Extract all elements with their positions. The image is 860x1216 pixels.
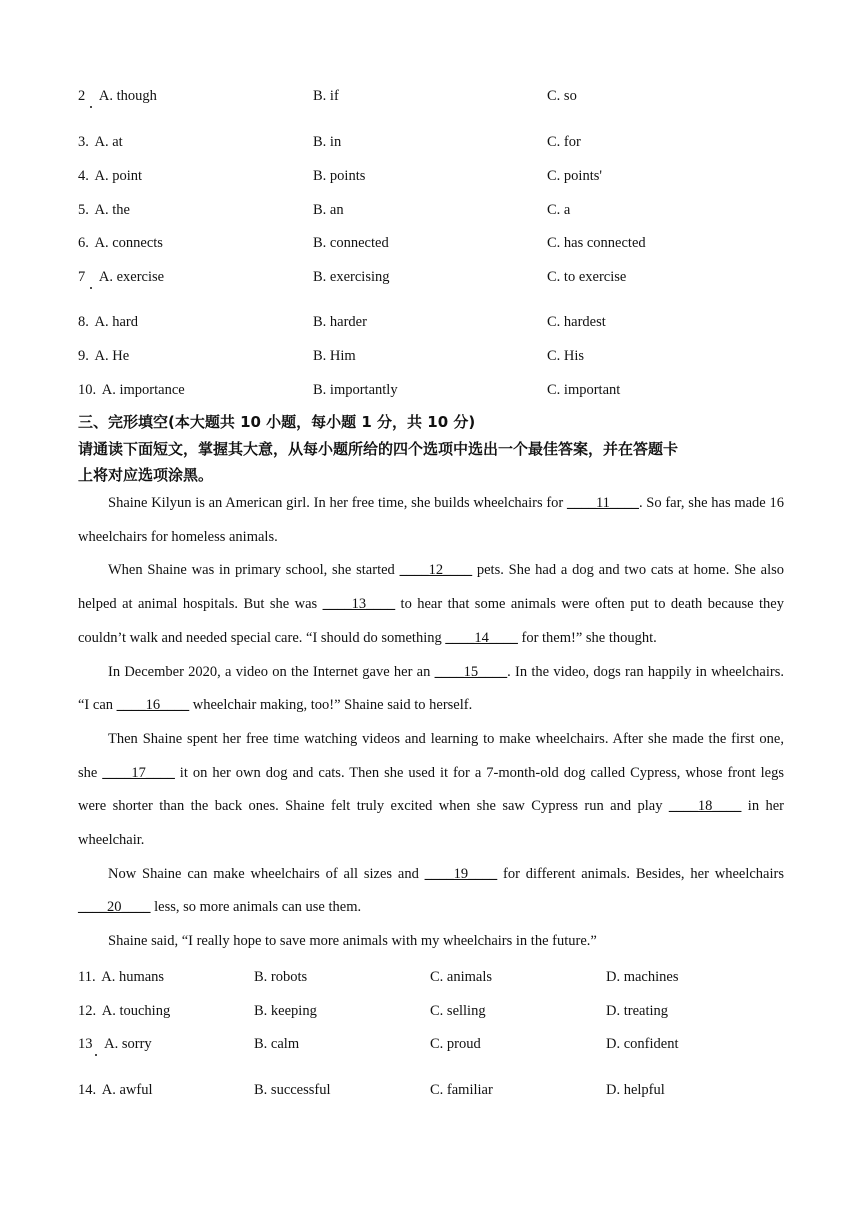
option-b: B. robots — [254, 969, 308, 985]
section-instruction-line2: 上将对应选项涂黑。 — [78, 466, 214, 484]
option-d: D. confident — [606, 1036, 679, 1052]
option-row-3 — [78, 134, 581, 151]
option-a: A. importance — [101, 382, 185, 398]
option-row-2 — [78, 88, 577, 105]
option-c: C. important — [547, 382, 621, 398]
option-b: B. points — [313, 168, 366, 184]
blank-19: ____19____ — [424, 865, 498, 882]
section-title: 三、完形填空(本大题共 10 小题，每小题 1 分，共 10 分) — [78, 413, 476, 431]
option-a: A. humans — [101, 969, 165, 985]
option-a: A. awful — [101, 1082, 153, 1098]
question-row-11 — [78, 969, 679, 986]
blank-17: ____17____ — [102, 764, 175, 781]
option-c: C. selling — [430, 1003, 486, 1019]
option-a: A. point — [94, 168, 143, 184]
option-row-9 — [78, 348, 585, 365]
blank-12: ____12____ — [399, 562, 473, 579]
dot-mark — [90, 287, 92, 289]
option-c: C. proud — [430, 1036, 481, 1052]
option-row-5 — [78, 202, 571, 219]
option-c: C. hardest — [547, 314, 606, 330]
option-a: A. hard — [94, 314, 138, 330]
option-d: D. helpful — [606, 1082, 665, 1098]
passage-paragraph-5: Now Shaine can make wheelchairs of all sizes and ____19____ for different animals. Besides, her wheelchairs ____20____ less, so more animals can use them. — [78, 865, 784, 916]
question-number: 12. — [78, 1003, 97, 1019]
option-row-6 — [78, 235, 646, 252]
question-number: 4. — [78, 168, 89, 184]
question-row-14 — [78, 1082, 665, 1099]
question-row-13 — [78, 1036, 679, 1053]
option-b: B. importantly — [313, 382, 398, 398]
option-b: B. if — [313, 88, 339, 104]
option-b: B. successful — [254, 1082, 331, 1098]
question-number: 7 — [78, 269, 86, 285]
option-row-10 — [78, 382, 621, 399]
section-instruction-line1: 请通读下面短文，掌握其大意，从每小题所给的四个选项中选出一个最佳答案，并在答题卡 — [78, 440, 679, 458]
question-number: 11. — [78, 969, 96, 985]
blank-16: ____16____ — [116, 697, 190, 714]
option-b: B. an — [313, 202, 344, 218]
option-b: B. harder — [313, 314, 367, 330]
blank-18: ____18____ — [668, 798, 742, 815]
question-number: 8. — [78, 314, 89, 330]
option-row-8 — [78, 314, 606, 331]
question-number: 14. — [78, 1082, 97, 1098]
option-c: C. points' — [547, 168, 602, 184]
option-a: A. connects — [94, 235, 163, 251]
option-b: B. calm — [254, 1036, 300, 1052]
option-c: C. has connected — [547, 235, 646, 251]
option-b: B. connected — [313, 235, 389, 251]
option-a: A. at — [94, 134, 123, 150]
option-a: A. He — [94, 348, 130, 364]
option-d: D. treating — [606, 1003, 669, 1019]
dot-mark — [90, 106, 92, 108]
option-row-4 — [78, 168, 602, 185]
blank-11: ____11____ — [566, 495, 639, 511]
question-number: 6. — [78, 235, 89, 251]
question-number: 10. — [78, 382, 97, 398]
passage-paragraph-1: Shaine Kilyun is an American girl. In her free time, she builds wheelchairs for ____11____. So far, she has made 16 wheelchairs for homeless animals. — [78, 495, 784, 545]
option-a: A. touching — [101, 1003, 171, 1019]
option-c: C. to exercise — [547, 269, 627, 285]
option-a: A. the — [94, 202, 130, 218]
option-c: C. His — [547, 348, 585, 364]
question-number: 5. — [78, 202, 89, 218]
blank-13: ____13____ — [322, 596, 396, 613]
question-number: 2 — [78, 88, 86, 104]
cloze-passage — [78, 487, 784, 959]
option-c: C. so — [547, 88, 577, 104]
option-row-7 — [78, 269, 627, 286]
passage-paragraph-4: Then Shaine spent her free time watching videos and learning to make wheelchairs. After she made the first one, she ____17____ it on her own dog and cats. Then she used it for a 7-month-old dog called Cypress, whose front legs were shorter than the back ones. Shaine felt truly excited when she saw Cypress run and play ____18____ in her wheelchair. — [78, 730, 784, 849]
passage-paragraph-2: When Shaine was in primary school, she started ____12____ pets. She had a dog and two cats at home. She also helped at animal hospitals. But she was ____13____ to hear that some animals were often put to death because they couldn’t walk and needed special care. “I should do something ____14____ for them!” she thought. — [78, 562, 785, 646]
option-b: B. in — [313, 134, 342, 150]
blank-14: ____14____ — [445, 629, 518, 646]
question-row-12 — [78, 1003, 669, 1020]
option-b: B. exercising — [313, 269, 390, 285]
question-number: 13 — [78, 1036, 93, 1052]
passage-paragraph-3: In December 2020, a video on the Internet gave her an ____15____. In the video, dogs ran happily in wheelchairs. “I can ____16____ wheelchair making, too!” Shaine said to herself. — [78, 663, 784, 714]
option-a: A. exercise — [98, 269, 165, 285]
question-number: 3. — [78, 134, 89, 150]
dot-mark — [95, 1054, 97, 1056]
option-c: C. animals — [430, 969, 493, 985]
option-c: C. familiar — [430, 1082, 493, 1098]
option-b: B. Him — [313, 348, 356, 364]
option-a: A. though — [98, 88, 157, 104]
option-b: B. keeping — [254, 1003, 317, 1019]
option-d: D. machines — [606, 969, 679, 985]
option-c: C. for — [547, 134, 581, 150]
blank-20: ____20____ — [78, 899, 151, 916]
option-a: A. sorry — [104, 1036, 152, 1052]
question-number: 9. — [78, 348, 89, 364]
passage-paragraph-6: Shaine said, “I really hope to save more animals with my wheelchairs in the future.” — [108, 933, 597, 950]
blank-15: ____15____ — [434, 663, 508, 680]
option-c: C. a — [547, 202, 571, 218]
